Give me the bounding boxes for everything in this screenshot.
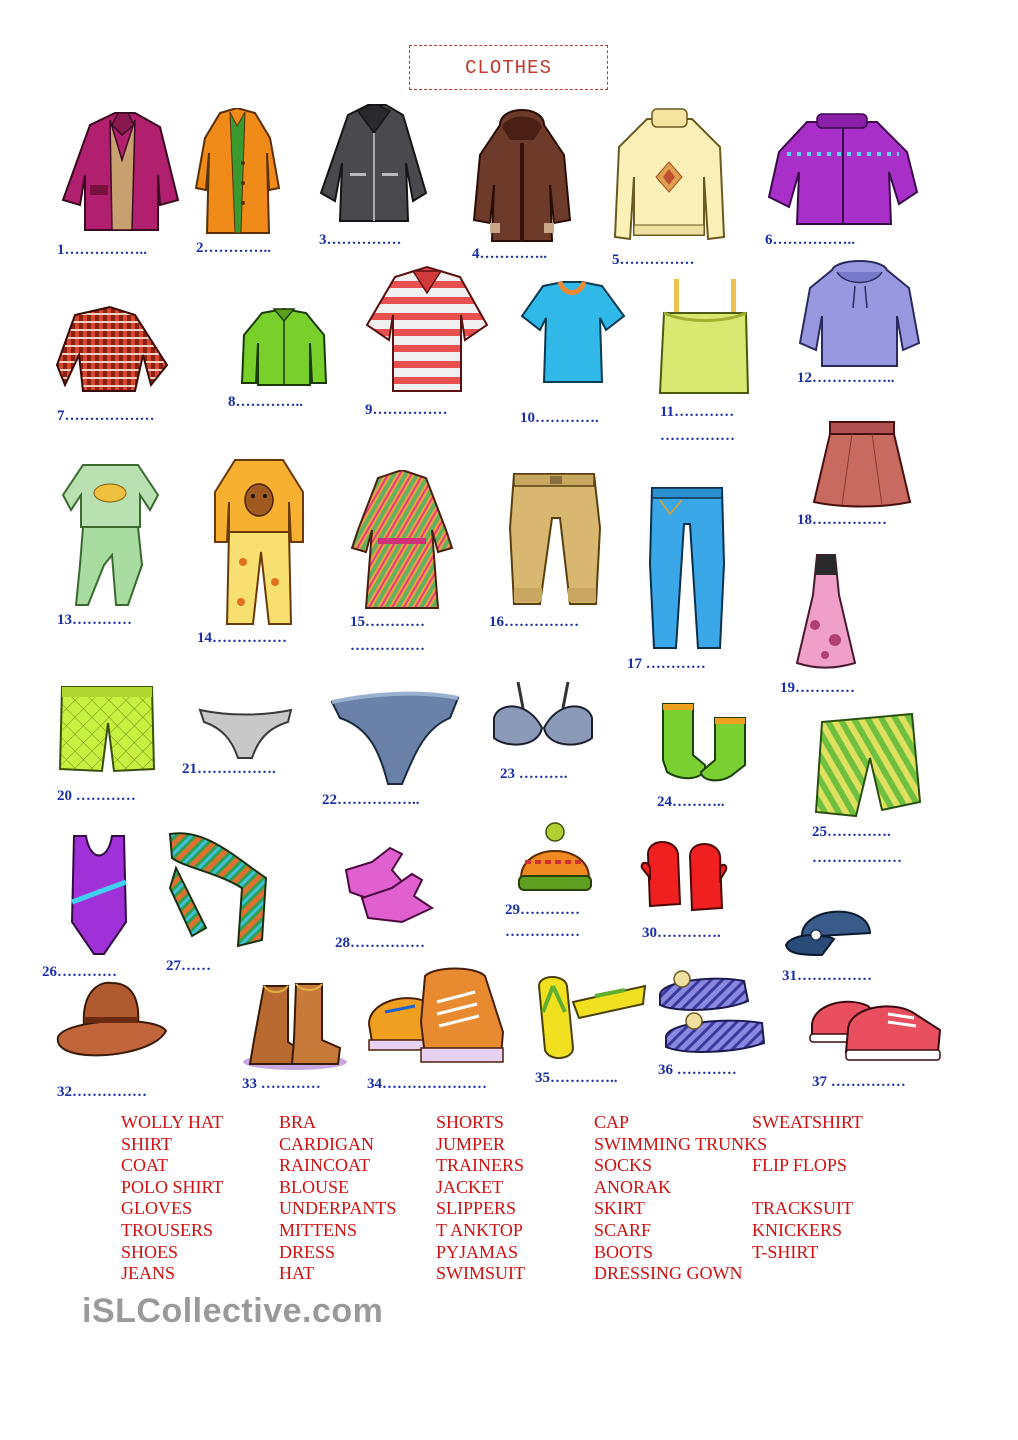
- shoes-illustration: [808, 990, 943, 1065]
- leather-jacket-illustration: [318, 103, 430, 225]
- word-item: [752, 1177, 863, 1199]
- skirt-illustration: [812, 420, 912, 508]
- page-title: CLOTHES: [409, 45, 608, 90]
- slippers-illustration: [656, 965, 768, 1057]
- word-item: DRESS: [279, 1241, 336, 1262]
- word-item: GLOVES: [121, 1198, 192, 1219]
- word-item: SCARF: [594, 1219, 652, 1240]
- word-item: CAP: [594, 1112, 630, 1132]
- word-item: POLO SHIRT: [121, 1176, 224, 1197]
- polo-shirt-illustration: [365, 265, 490, 395]
- socks-illustration: [657, 700, 752, 785]
- word-item: HAT: [279, 1263, 314, 1284]
- label-2: 2…………..: [196, 240, 271, 256]
- word-bank-column-5: [752, 1112, 863, 1285]
- word-bank-column-2: [279, 1112, 396, 1285]
- tank-top-illustration: [656, 275, 754, 397]
- label-16: 16……………: [489, 614, 579, 630]
- label-30: 30………….: [642, 925, 721, 941]
- word-item: SWIMMING TRUNKS: [594, 1133, 768, 1154]
- word-item: SOCKS: [594, 1155, 653, 1176]
- label-35: 35…………..: [535, 1070, 618, 1086]
- label-25: 25………….: [812, 824, 891, 840]
- word-item: TROUSERS: [121, 1219, 214, 1240]
- word-bank: [121, 1112, 921, 1292]
- label-28: 28……………: [335, 935, 425, 951]
- word-item: CARDIGAN: [279, 1133, 375, 1154]
- dress-illustration: [795, 545, 857, 670]
- label-11-continued: ……………: [660, 428, 735, 444]
- jumper-illustration: [612, 107, 727, 247]
- word-item: BLOUSE: [279, 1176, 350, 1197]
- checked-shirt-illustration: [55, 305, 170, 393]
- label-26: 26…………: [42, 964, 117, 980]
- jacket-illustration: [472, 105, 572, 245]
- word-item: ANORAK: [594, 1176, 672, 1197]
- flip-flops-illustration: [535, 972, 647, 1064]
- label-37: 37 ……………: [812, 1074, 906, 1090]
- anorak-illustration: [60, 105, 185, 235]
- label-29-continued: ……………: [505, 924, 580, 940]
- swimsuit-illustration: [64, 832, 134, 957]
- label-22: 22……………..: [322, 792, 420, 808]
- shorts-illustration: [58, 683, 156, 775]
- t-shirt-illustration: [518, 278, 626, 386]
- word-bank-column-1: [121, 1112, 223, 1285]
- label-27: 27……: [166, 958, 211, 974]
- label-24: 24………..: [657, 794, 725, 810]
- raincoat-illustration: [195, 108, 280, 236]
- label-4: 4…………..: [472, 246, 547, 262]
- label-5: 5……………: [612, 252, 695, 268]
- label-31: 31……………: [782, 968, 872, 984]
- label-23: 23 ……….: [500, 766, 568, 782]
- label-1: 1……………..: [57, 242, 147, 258]
- word-item: [752, 1134, 863, 1156]
- label-20: 20 …………: [57, 788, 136, 804]
- label-10: 10………….: [520, 410, 599, 426]
- word-item: TRACKSUIT: [752, 1198, 854, 1219]
- label-18: 18……………: [797, 512, 887, 528]
- swimming-trunks-illustration: [812, 712, 924, 820]
- word-item: T ANKTOP: [436, 1219, 523, 1240]
- word-item: WOLLY HAT: [121, 1112, 224, 1132]
- word-item: T-SHIRT: [752, 1241, 819, 1262]
- label-15: 15…………: [350, 614, 425, 630]
- word-bank-column-4: [594, 1112, 767, 1285]
- word-item: MITTENS: [279, 1219, 357, 1240]
- word-item: SHOES: [121, 1241, 179, 1262]
- word-item: FLIP FLOPS: [752, 1155, 847, 1176]
- word-item: RAINCOAT: [279, 1155, 371, 1176]
- trousers-illustration: [508, 468, 603, 608]
- word-item: BOOTS: [594, 1241, 654, 1262]
- label-7: 7………………: [57, 408, 155, 424]
- word-item: JEANS: [121, 1263, 176, 1284]
- label-21: 21…………….: [182, 761, 276, 777]
- word-item: UNDERPANTS: [279, 1198, 397, 1219]
- word-item: JACKET: [436, 1176, 503, 1197]
- label-3: 3……………: [319, 232, 402, 248]
- word-item: PYJAMAS: [436, 1241, 519, 1262]
- word-item: SWIMSUIT: [436, 1263, 525, 1284]
- label-12: 12……………..: [797, 370, 895, 386]
- cap-illustration: [782, 897, 874, 959]
- pyjamas-illustration: [213, 452, 305, 630]
- label-9: 9……………: [365, 402, 448, 418]
- word-item: COAT: [121, 1155, 169, 1176]
- boots-illustration: [240, 980, 350, 1072]
- label-13: 13…………: [57, 612, 132, 628]
- trainers-illustration: [365, 962, 507, 1070]
- label-34: 34…………………: [367, 1076, 487, 1092]
- gloves-illustration: [342, 840, 437, 925]
- woolly-hat-illustration: [515, 822, 595, 894]
- jeans-illustration: [648, 484, 726, 652]
- label-32: 32……………: [57, 1084, 147, 1100]
- label-25-continued: ………………: [812, 850, 902, 866]
- mittens-illustration: [640, 834, 728, 916]
- word-item: JUMPER: [436, 1133, 506, 1154]
- label-6: 6……………..: [765, 232, 855, 248]
- word-item: [752, 1263, 863, 1285]
- label-14: 14……………: [197, 630, 287, 646]
- scarf-illustration: [166, 828, 274, 953]
- dressing-gown-illustration: [348, 470, 456, 612]
- label-19: 19…………: [780, 680, 855, 696]
- cardigan-illustration: [767, 112, 919, 230]
- word-item: SHORTS: [436, 1112, 504, 1132]
- label-15-continued: ……………: [350, 638, 425, 654]
- tracksuit-illustration: [58, 455, 163, 613]
- word-item: SLIPPERS: [436, 1198, 517, 1219]
- underpants-illustration: [198, 706, 293, 761]
- word-item: DRESSING GOWN: [594, 1263, 743, 1284]
- sweatshirt-illustration: [797, 258, 922, 370]
- label-8: 8…………..: [228, 394, 303, 410]
- watermark: iSLCollective.com: [82, 1292, 384, 1330]
- word-item: SHIRT: [121, 1133, 172, 1154]
- label-29: 29…………: [505, 902, 580, 918]
- hat-illustration: [56, 975, 168, 1060]
- label-17: 17 …………: [627, 656, 706, 672]
- knickers-illustration: [330, 688, 460, 788]
- word-item: KNICKERS: [752, 1219, 843, 1240]
- word-item: SKIRT: [594, 1198, 645, 1219]
- word-item: BRA: [279, 1112, 317, 1132]
- word-bank-column-3: [436, 1112, 525, 1285]
- label-33: 33 …………: [242, 1076, 321, 1092]
- word-item: SWEATSHIRT: [752, 1112, 863, 1132]
- label-11: 11…………: [660, 404, 735, 420]
- label-36: 36 …………: [658, 1062, 737, 1078]
- shirt-illustration: [240, 307, 328, 387]
- word-item: TRAINERS: [436, 1155, 525, 1176]
- bra-illustration: [488, 678, 598, 758]
